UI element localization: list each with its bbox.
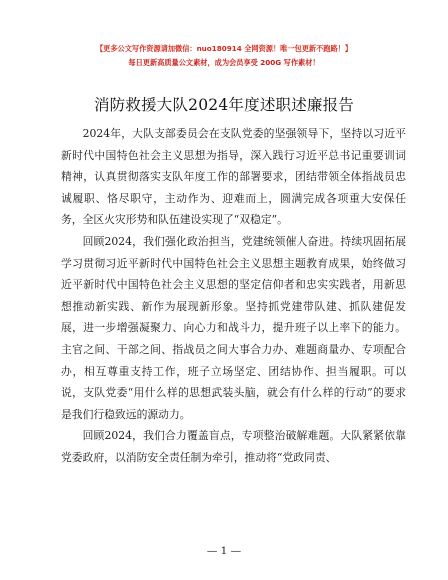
- paragraph-3: 回顾2024，我们合力覆盖盲点，专项整治破解难题。大队紧紧依靠党委政府，以消防安全责任制为牵引，推动将“党政同责、: [61, 429, 406, 464]
- document-body: [61, 123, 406, 469]
- document-title: 消防救援大队2024年度述职述廉报告: [93, 96, 355, 114]
- paragraph-2: 回顾2024，我们强化政治担当，党建统领催人奋进。持续巩固拓展学习贯彻习近平新时代中国特色社会主义思想主题教育成果，始终做习近平新时代中国特色社会主义思想的坚定信仰者和忠实实践者，用新思想推动新实践、新作为展现新形象。坚持抓党建带队建、抓队建促发展，进一步增强凝聚力、向心力和战斗力，提升班子以上率下的能力。主官之间、干部之间、指战员之间大事合力办、难题商量办、专项配合办，相互尊重支持工作，班子立场坚定、团结协作、担当履职。可以说，支队党委“用什么样的思想武装头脑，就会有什么样的行动”的要求是我们行稳致远的源动力。: [61, 234, 406, 421]
- page-number: — 1 —: [206, 545, 242, 557]
- promo-banner-line-2: 每日更新高质量公文素材，成为会员享受 200G 写作素材！: [128, 58, 320, 67]
- paragraph-1: 2024年，大队支部委员会在支队党委的坚强领导下，坚持以习近平新时代中国特色社会主义思想为指导，深入践行习近平总书记重要训词精神，认真贯彻落实支队年度工作的部署要求，团结带领全体指战员忠诚履职、恪尽职守，主动作为、迎难而上，圆满完成各项重大安保任务，全区火灾形势和队伍建设实现了“双稳定”。: [61, 127, 406, 227]
- promo-banner-line-1: 【更多公文写作资源请加微信：nuo180914 全网资源！唯一包更新不跑路！】: [95, 44, 353, 53]
